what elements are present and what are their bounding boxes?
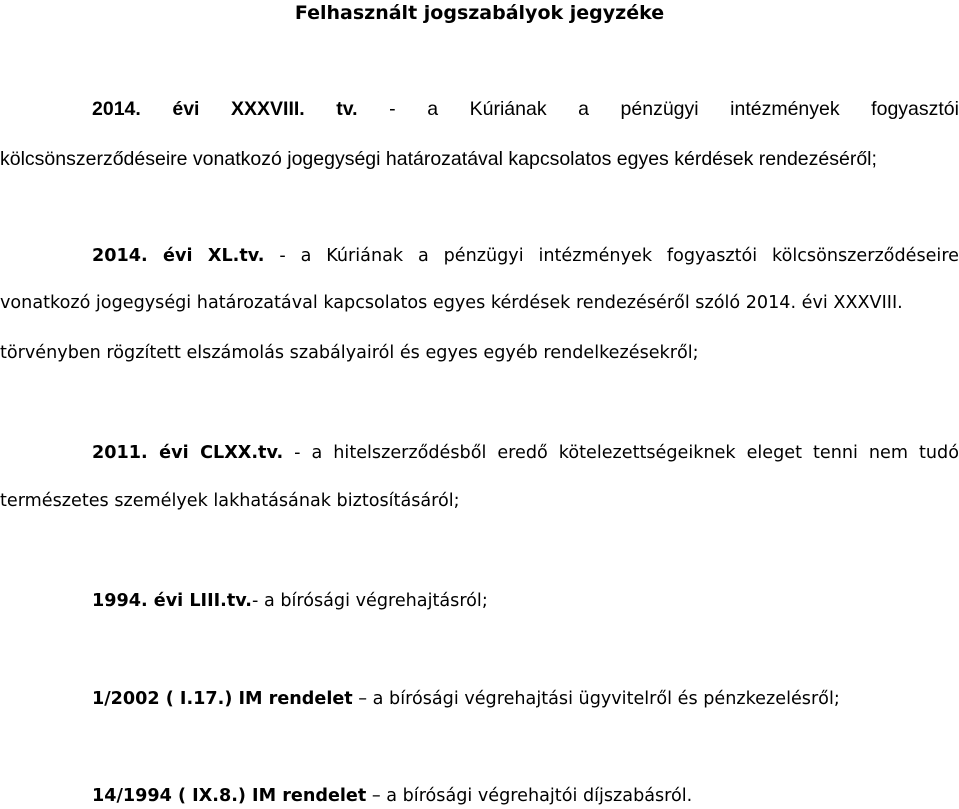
entry-line	[92, 96, 959, 122]
law-reference: 2014. évi XL.tv.	[92, 246, 265, 266]
law-description: - a hitelszerződésből eredő kötelezettségeiknek eleget tenni nem tudó	[283, 443, 959, 463]
law-description: - a Kúriának a pénzügyi intézmények fogyasztói	[357, 98, 959, 120]
entry-line	[92, 783, 692, 809]
law-description: – a bírósági végrehajtási ügyvitelről és pénzkezelésről;	[352, 689, 840, 709]
entry-line	[92, 686, 840, 712]
law-description: - a Kúriának a pénzügyi intézmények fogyasztói kölcsönszerződéseire	[264, 246, 959, 266]
entry-line: természetes személyek lakhatásának biztosításáról;	[0, 491, 460, 511]
entry-line: vonatkozó jogegységi határozatával kapcsolatos egyes kérdések rendezéséről szóló 2014. évi XXXVIII.	[0, 293, 903, 313]
entry-line	[92, 440, 959, 466]
law-description: - a bírósági végrehajtásról;	[252, 591, 488, 611]
law-description: – a bírósági végrehajtói díjszabásról.	[366, 786, 693, 806]
law-reference: 2014. évi XXXVIII. tv.	[92, 98, 358, 120]
law-reference: 14/1994 ( IX.8.) IM rendelet	[92, 786, 367, 806]
law-reference: 2011. évi CLXX.tv.	[92, 443, 284, 463]
entry-line: törvényben rögzített elszámolás szabályairól és egyes egyéb rendelkezésekről;	[0, 343, 699, 363]
entry-line: kölcsönszerződéseire vonatkozó jogegységi határozatával kapcsolatos egyes kérdések rendezéséről;	[0, 148, 877, 170]
entry-line	[92, 588, 488, 614]
law-reference: 1/2002 ( I.17.) IM rendelet	[92, 689, 353, 709]
entry-line	[92, 243, 959, 269]
document-title: Felhasznált jogszabályok jegyzéke	[294, 2, 665, 24]
law-reference: 1994. évi LIII.tv.	[92, 591, 252, 611]
